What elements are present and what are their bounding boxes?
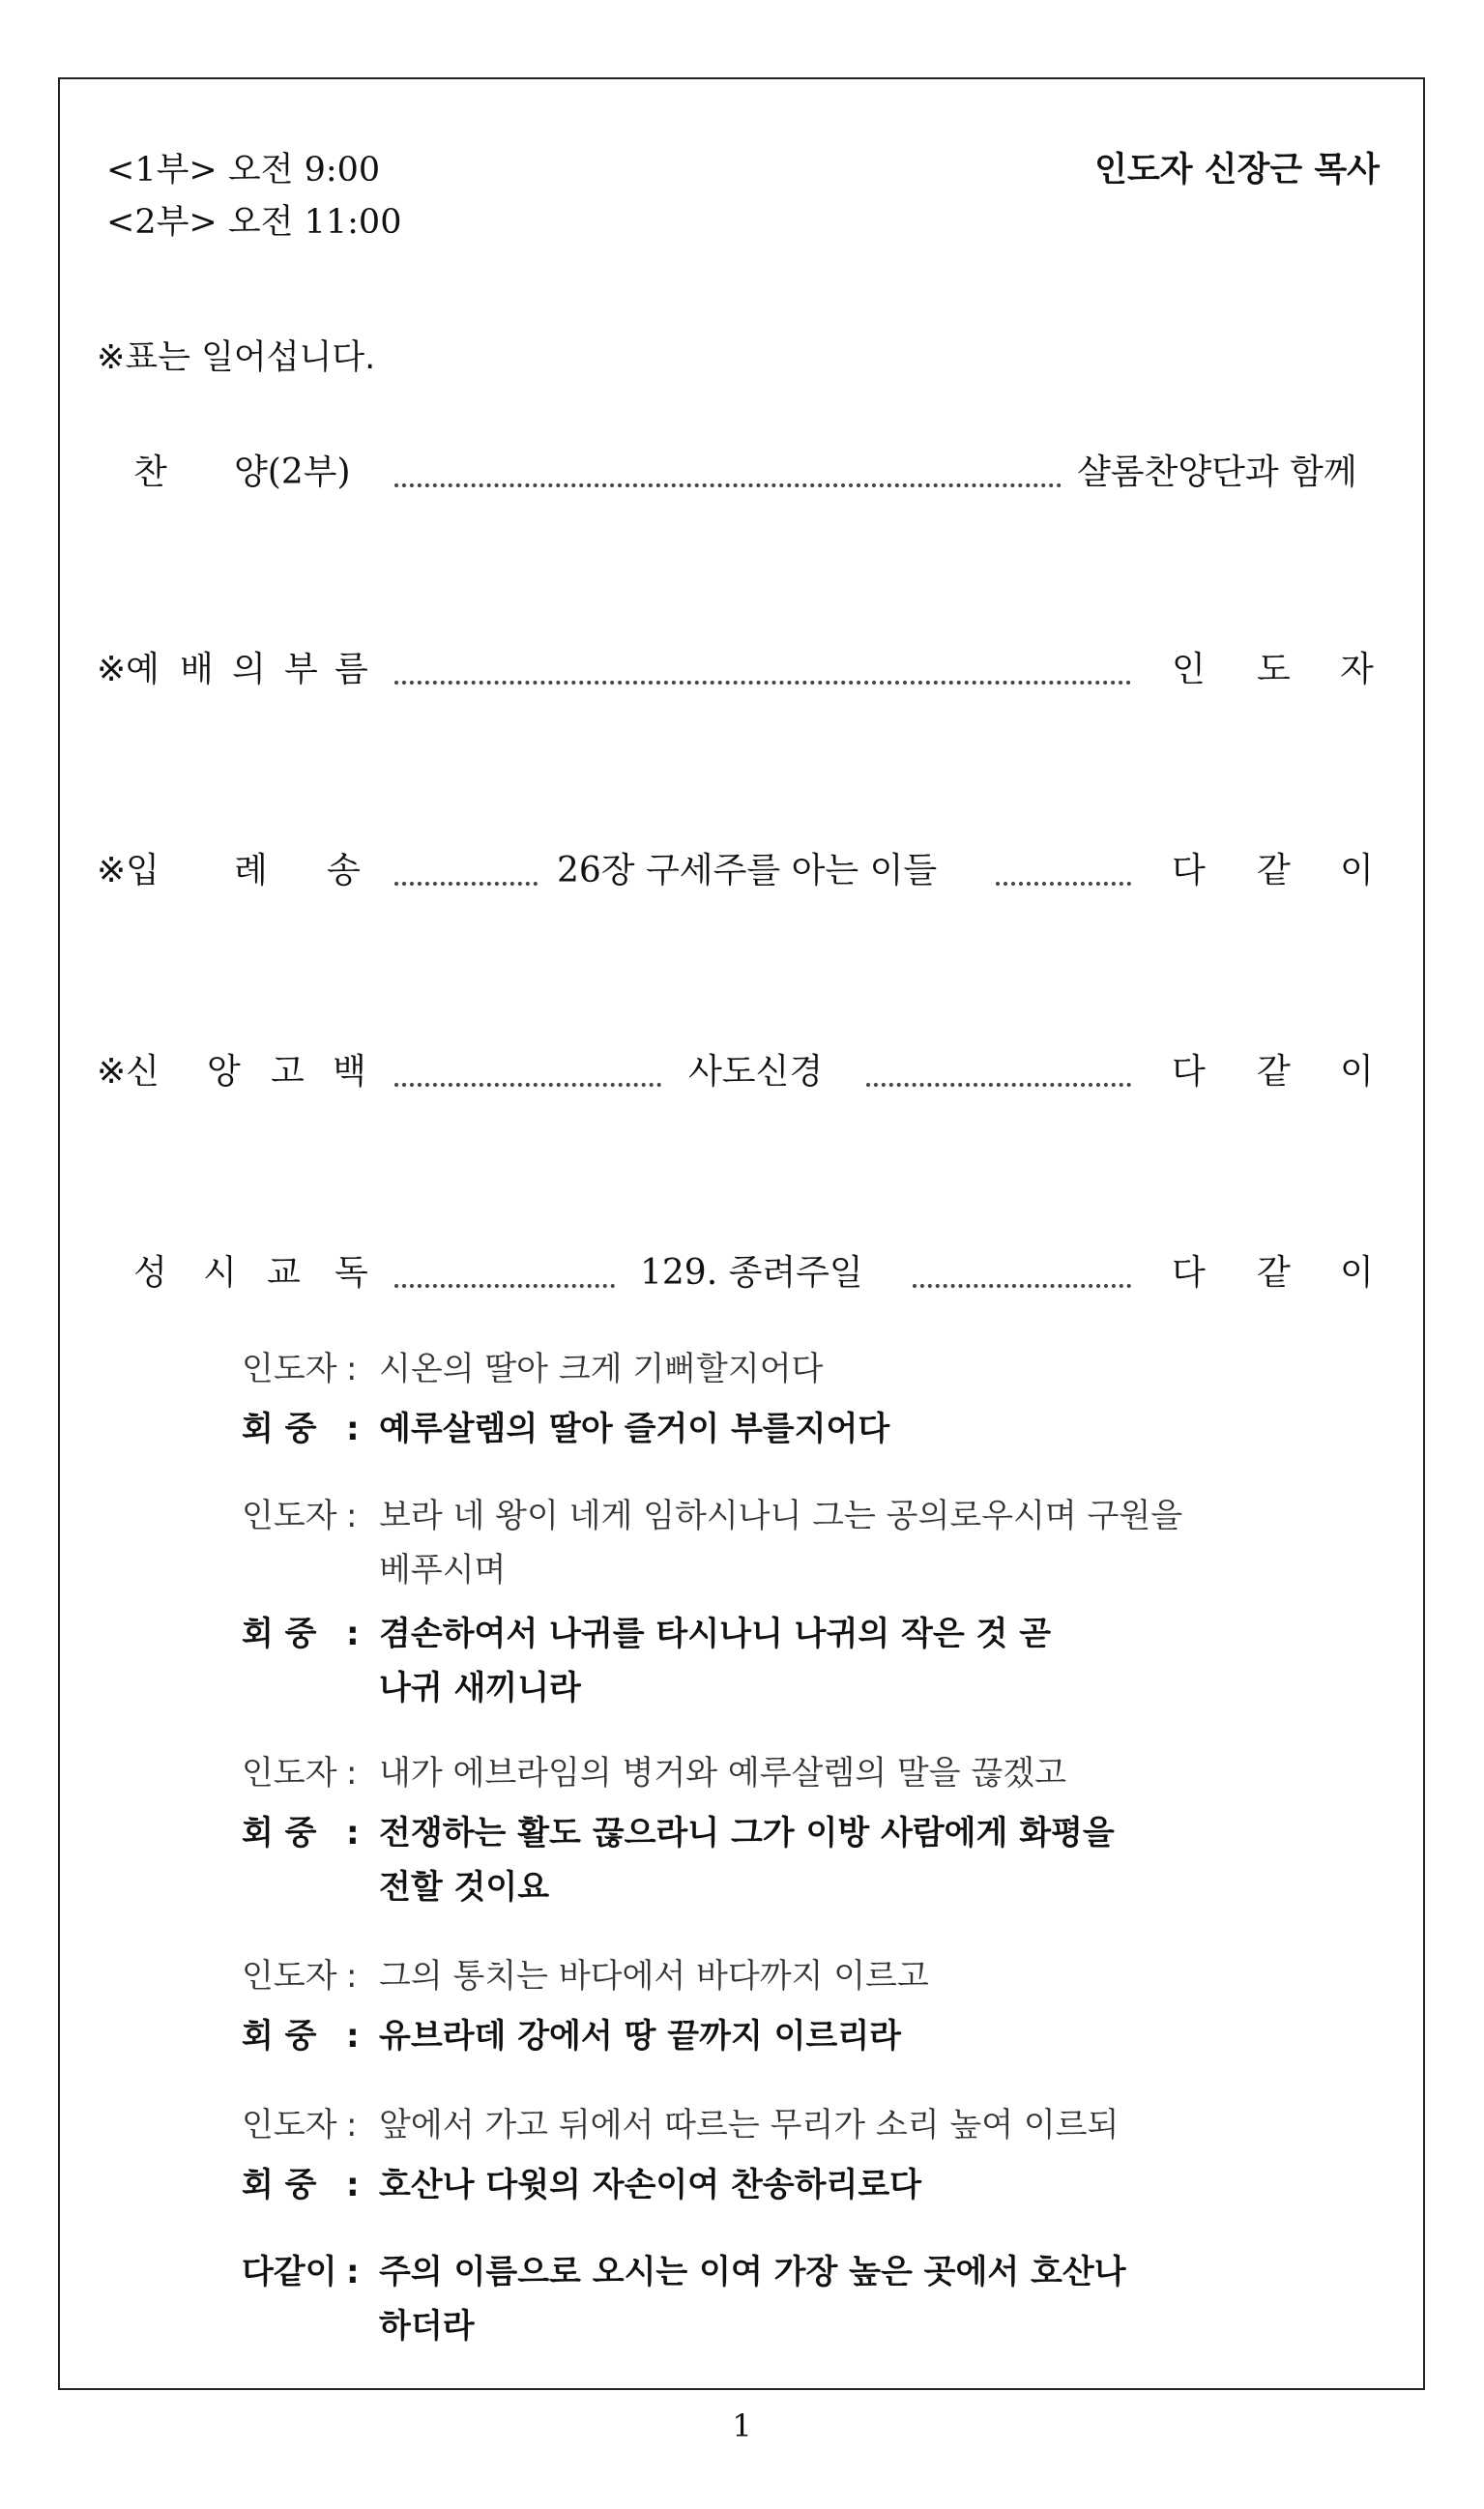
reading-text: 보라 네 왕이 네게 임하시나니 그는 공의로우시며 구원을 (379, 1497, 1183, 1535)
reading-text: 전할 것이요 (379, 1868, 550, 1907)
reading-text: 앞에서 가고 뒤에서 따르는 무리가 소리 높여 이르되 (379, 2106, 1120, 2144)
reading-colon: : (346, 2017, 360, 2056)
order-label: 례 (234, 851, 268, 890)
order-label: 름 (335, 650, 368, 689)
reading-speaker: 인도자 (242, 1350, 337, 1388)
reading-text: 유브라데 강에서 땅 끝까지 이르리라 (379, 2017, 902, 2056)
order-label: 찬 (133, 452, 167, 492)
order-right: 다 (1172, 1052, 1206, 1092)
order-label: 부 (284, 650, 318, 689)
order-row-praise (0, 445, 1484, 491)
order-right: 자 (1340, 650, 1374, 689)
order-right: 같 (1257, 851, 1291, 890)
reading-colon: : (346, 1615, 360, 1653)
order-label: 앙 (207, 1052, 241, 1092)
reading-text: 예루살렘의 딸아 즐거이 부를지어다 (379, 1410, 890, 1448)
leader-dots (394, 843, 538, 886)
reading-speaker: 인도자 (242, 1497, 337, 1535)
reading-colon: : (346, 1410, 360, 1448)
order-right: 다 (1172, 1253, 1206, 1293)
reading-colon: : (346, 2253, 360, 2291)
reading-speaker: 인도자 (242, 1957, 337, 1996)
order-label: 배 (180, 650, 214, 689)
order-right: 이 (1340, 851, 1374, 890)
reading-text: 내가 에브라임의 병거와 예루살렘의 말을 끊겠고 (379, 1754, 1066, 1793)
order-middle: 129. 종려주일 (640, 1253, 863, 1293)
reading-colon: : (346, 1350, 358, 1388)
order-label: 고 (271, 1052, 305, 1092)
service-time-second: <2부> 오전 11:00 (106, 203, 402, 242)
leader-dots (394, 1245, 615, 1288)
order-label: ※신 (97, 1052, 160, 1092)
order-label: 교 (267, 1253, 301, 1293)
order-label: 의 (232, 650, 266, 689)
order-right: 같 (1257, 1253, 1291, 1293)
order-right: 같 (1257, 1052, 1291, 1092)
order-middle: 사도신경 (688, 1052, 824, 1092)
order-right: 인 (1172, 650, 1206, 689)
order-middle: 26장 구세주를 아는 이들 (557, 851, 938, 890)
order-label: 백 (333, 1052, 366, 1092)
reading-speaker: 회 중 (242, 1814, 317, 1853)
order-label: 송 (327, 851, 361, 890)
reading-text: 겸손하여서 나귀를 타시나니 나귀의 작은 것 곧 (379, 1615, 1052, 1653)
reading-text: 호산나 다윗의 자손이여 찬송하리로다 (379, 2166, 922, 2204)
leader-dots (866, 1044, 1131, 1087)
reading-speaker: 회 중 (242, 1615, 317, 1653)
reading-text: 나귀 새끼니라 (379, 1669, 581, 1707)
reading-colon: : (346, 2166, 360, 2204)
order-row-creed (0, 1044, 1484, 1091)
leader-name: 인도자 신장근 목사 (1094, 151, 1380, 190)
reading-speaker: 회 중 (242, 2166, 317, 2204)
reading-speaker: 회 중 (242, 2017, 317, 2056)
order-row-responsive-reading (0, 1245, 1484, 1292)
reading-speaker: 다같이 (242, 2253, 337, 2291)
reading-text: 시온의 딸아 크게 기뻐할지어다 (379, 1350, 824, 1388)
order-label: 양(2부) (234, 452, 351, 492)
order-right: 도 (1257, 650, 1291, 689)
reading-text: 주의 이름으로 오시는 이여 가장 높은 곳에서 호산나 (379, 2253, 1126, 2291)
reading-text: 베푸시며 (379, 1551, 507, 1590)
order-label: ※입 (97, 851, 160, 890)
order-right: 샬롬찬양단과 함께 (1077, 452, 1357, 492)
order-row-processional (0, 843, 1484, 890)
reading-text: 그의 통치는 바다에서 바다까지 이르고 (379, 1957, 929, 1996)
reading-colon: : (346, 1754, 358, 1793)
reading-text: 전쟁하는 활도 끊으라니 그가 이방 사람에게 화평을 (379, 1814, 1115, 1853)
leader-dots (913, 1245, 1131, 1288)
order-right: 다 (1172, 851, 1206, 890)
order-label: 성 (133, 1253, 167, 1293)
page-number: 1 (732, 2407, 752, 2444)
order-right: 이 (1340, 1052, 1374, 1092)
leader-dots (996, 843, 1131, 886)
reading-speaker: 인도자 (242, 2106, 337, 2144)
order-row-call-to-worship (0, 642, 1484, 688)
reading-colon: : (346, 1957, 358, 1996)
leader-dots (394, 642, 1131, 685)
reading-text: 하더라 (379, 2307, 475, 2346)
service-time-first: <1부> 오전 9:00 (106, 151, 381, 190)
leader-dots (394, 445, 1062, 487)
reading-colon: : (346, 1497, 358, 1535)
order-label: 시 (203, 1253, 237, 1293)
leader-dots (394, 1044, 661, 1087)
reading-colon: : (346, 2106, 358, 2144)
reading-speaker: 인도자 (242, 1754, 337, 1793)
order-label: ※예 (97, 650, 160, 689)
reading-speaker: 회 중 (242, 1410, 317, 1448)
order-label: 독 (335, 1253, 368, 1293)
order-right: 이 (1340, 1253, 1374, 1293)
reading-colon: : (346, 1814, 360, 1853)
standing-note: ※표는 일어섭니다. (97, 338, 376, 377)
